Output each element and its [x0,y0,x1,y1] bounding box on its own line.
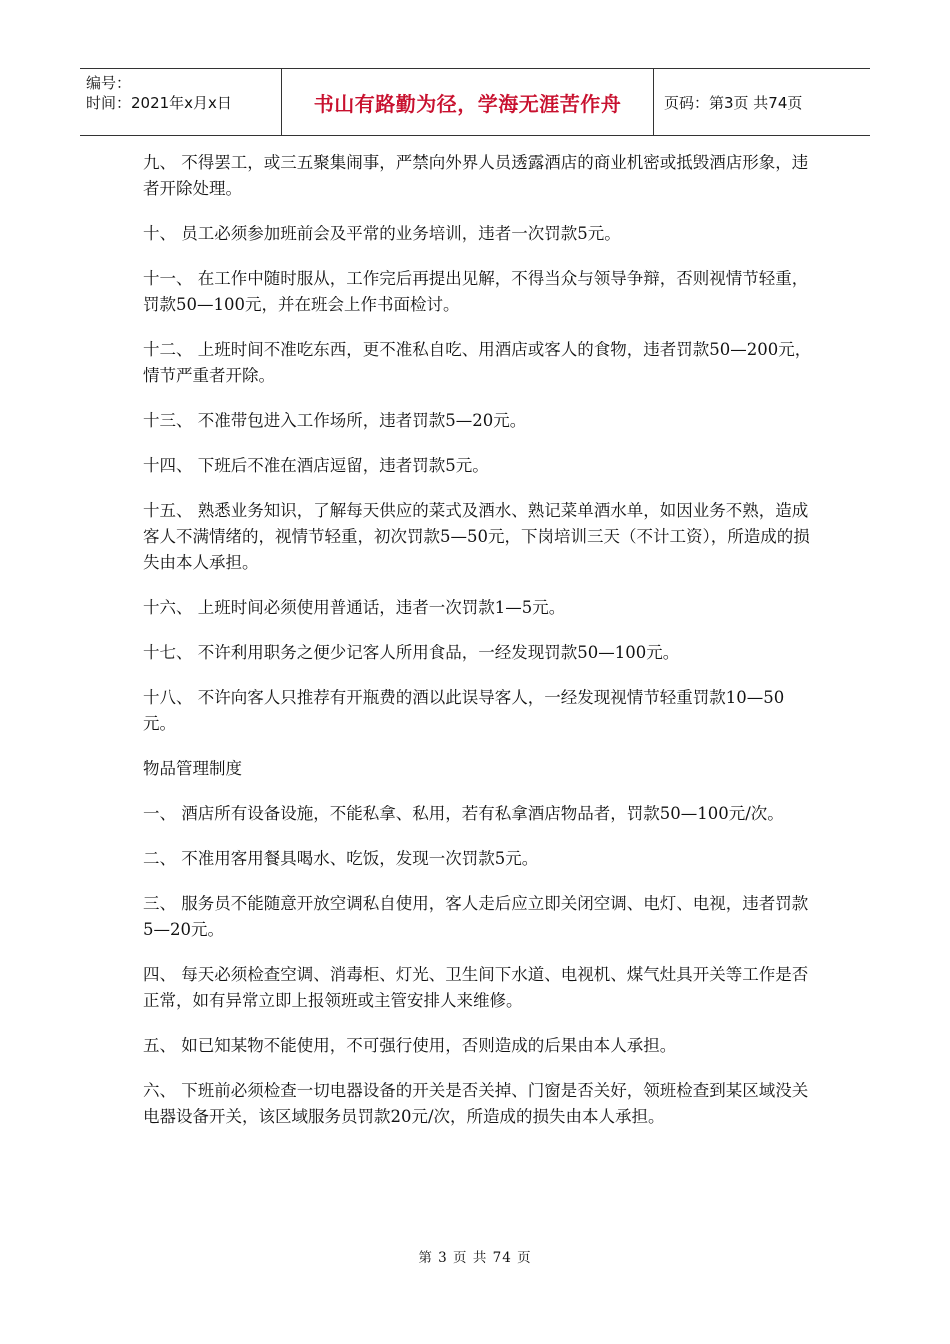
paragraph-item-5: 五、 如已知某物不能使用，不可强行使用，否则造成的后果由本人承担。 [143,1036,677,1055]
page-footer: 第 3 页 共 74 页 [418,1250,532,1266]
paragraph-rule-18: 十八、 不许向客人只推荐有开瓶费的酒以此误导客人，一经发现视情节轻重罚款10—50元。 [143,688,785,733]
section-heading: 物品管理制度 [143,759,242,778]
paragraph-rule-9: 九、 不得罢工，或三五聚集闹事，严禁向外界人员透露酒店的商业机密或抵毁酒店形象，违者开除处理。 [143,153,809,198]
paragraph-item-1: 一、 酒店所有设备设施，不能私拿、私用，若有私拿酒店物品者，罚款50—100元/次。 [143,804,784,823]
paragraph-rule-15: 十五、 熟悉业务知识，了解每天供应的菜式及酒水、熟记菜单酒水单，如因业务不熟，造成客人不满情绪的，视情节轻重，初次罚款5—50元，下岗培训三天（不计工资），所造成的损失由本人承担。 [143,501,810,572]
paragraph-rule-10: 十、 员工必须参加班前会及平常的业务培训，违者一次罚款5元。 [143,224,621,243]
paragraph-rule-12: 十二、 上班时间不准吃东西，更不准私自吃、用酒店或客人的食物，违者罚款50—200元，情节严重者开除。 [143,340,812,385]
header-meta [80,69,282,135]
paragraph-rule-17: 十七、 不许利用职务之便少记客人所用食品，一经发现罚款50—100元。 [143,643,680,662]
paragraph-rule-14: 十四、 下班后不准在酒店逗留，违者罚款5元。 [143,456,489,475]
document-body [143,150,813,1149]
paragraph-item-4: 四、 每天必须检查空调、消毒柜、灯光、卫生间下水道、电视机、煤气灶具开关等工作是否正常，如有异常立即上报领班或主管安排人来维修。 [143,965,809,1010]
paragraph-rule-11: 十一、 在工作中随时服从，工作完后再提出见解，不得当众与领导争辩，否则视情节轻重，罚款50—100元，并在班会上作书面检讨。 [143,269,809,314]
paragraph-rule-13: 十三、 不准带包进入工作场所，违者罚款5—20元。 [143,411,527,430]
header-page-number: 页码：第3页 共74页 [664,93,803,112]
document-number-label: 编号： [86,74,132,92]
paragraph-item-2: 二、 不准用客用餐具喝水、吃饭，发现一次罚款5元。 [143,849,539,868]
document-time-label: 时间：2021年x月x日 [86,94,232,112]
paragraph-item-3: 三、 服务员不能随意开放空调私自使用，客人走后应立即关闭空调、电灯、电视，违者罚款5—20元。 [143,894,809,939]
paragraph-rule-16: 十六、 上班时间必须使用普通话，违者一次罚款1—5元。 [143,598,566,617]
header-motto: 书山有路勤为径，学海无涯苦作舟 [282,69,654,135]
paragraph-item-6: 六、 下班前必须检查一切电器设备的开关是否关掉、门窗是否关好，领班检查到某区域没关电器设备开关，该区域服务员罚款20元/次，所造成的损失由本人承担。 [143,1081,809,1126]
page-header [80,68,870,136]
